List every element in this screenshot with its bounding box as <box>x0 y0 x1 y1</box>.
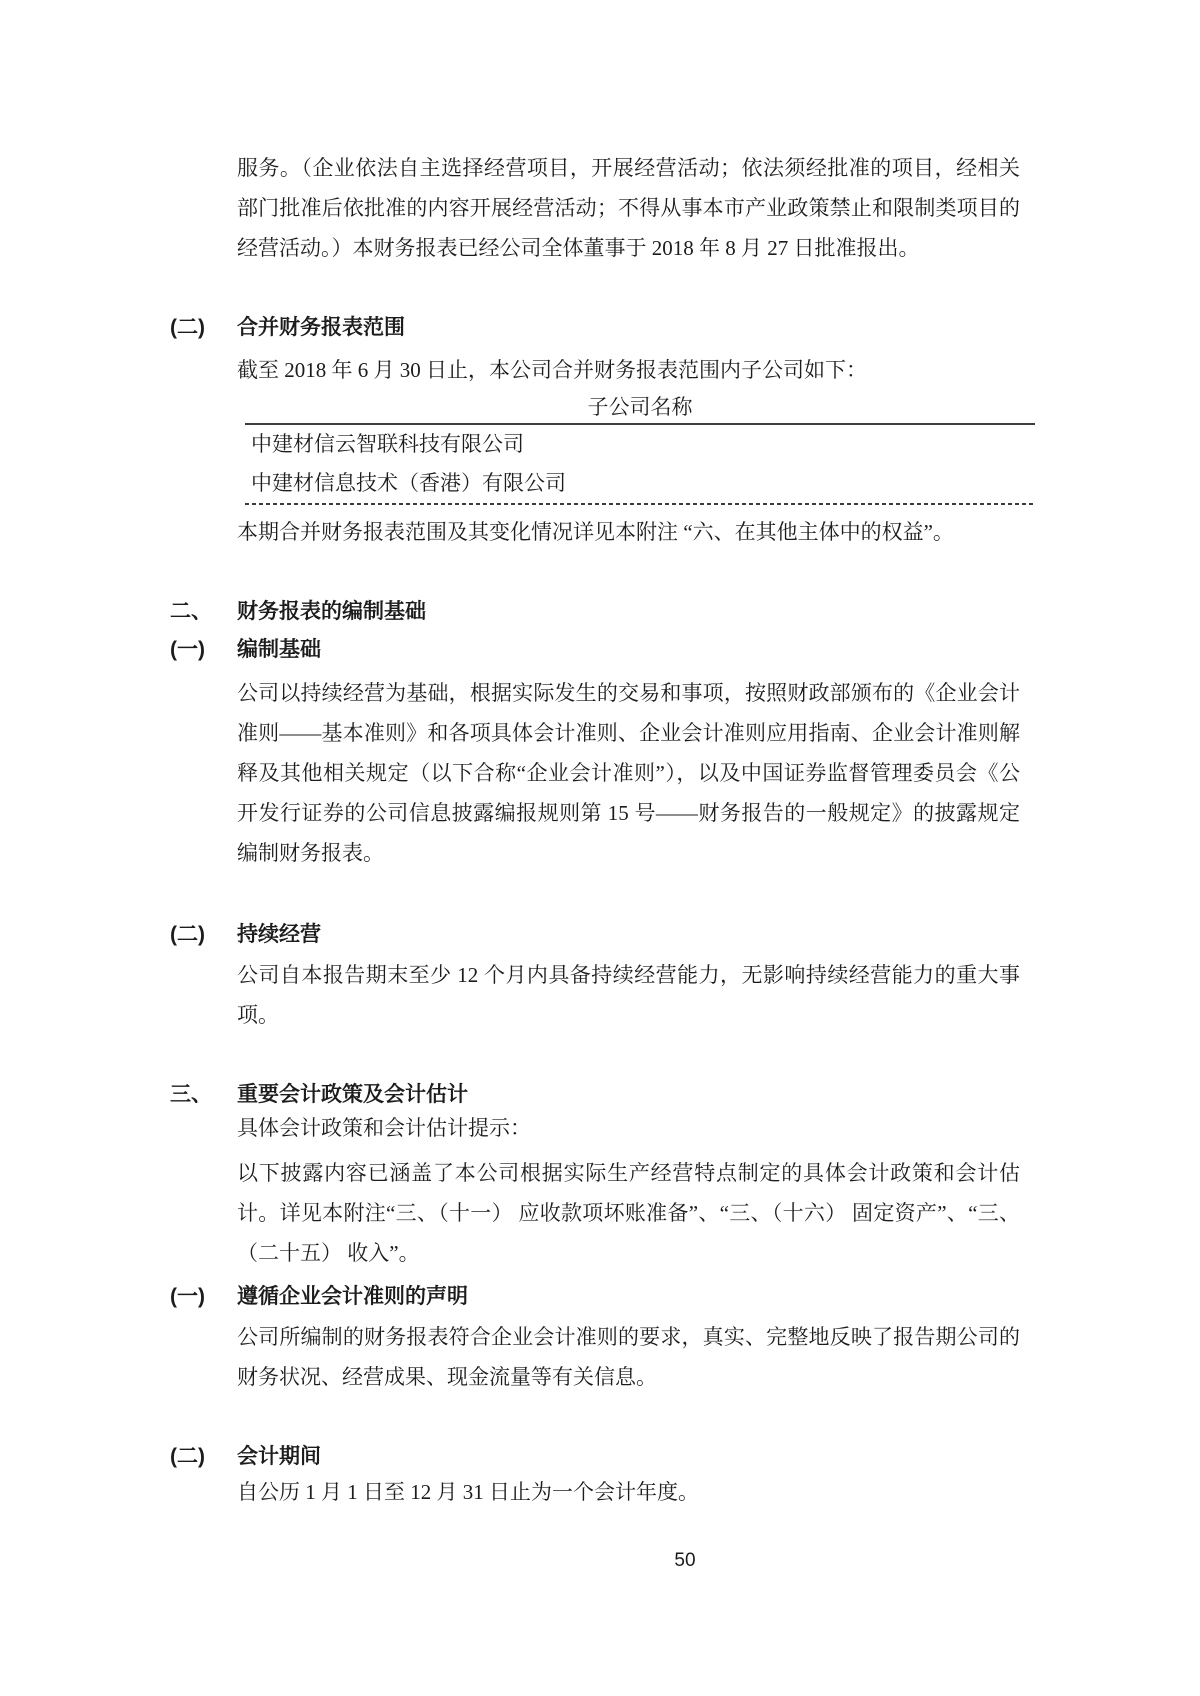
consolidation-scope-intro: 截至 2018 年 6 月 30 日止，本公司合并财务报表范围内子公司如下： <box>237 358 867 382</box>
section-title: 会计期间 <box>237 1445 321 1468</box>
table-row: 中建材信息技术（香港）有限公司 <box>251 471 566 495</box>
chapter-title: 财务报表的编制基础 <box>237 600 426 623</box>
table-header-subsidiary-name: 子公司名称 <box>245 392 1035 425</box>
chapter-label: 二、 <box>170 600 212 623</box>
section-accounting-period-heading <box>170 1442 1030 1472</box>
section-label: (一) <box>170 638 205 661</box>
going-concern-body: 公司自本报告期末至少 12 个月内具备持续经营能力，无影响持续经营能力的重大事项。 <box>237 963 1020 1027</box>
section-preparation-basis-heading <box>170 635 1030 665</box>
section-going-concern-heading <box>170 920 1030 950</box>
section-title: 遵循企业会计准则的声明 <box>237 1285 468 1308</box>
section-label: (二) <box>170 1445 205 1468</box>
table-row: 中建材信云智联科技有限公司 <box>251 432 524 456</box>
intro-paragraph: 服务。（企业依法自主选择经营项目，开展经营活动；依法须经批准的项目，经相关部门批准后依批准的内容开展经营活动；不得从事本市产业政策禁止和限制类项目的经营活动。）本财务报表已经公司全体董事于 2018 年 8 月 27 日批准报出。 <box>237 156 1020 260</box>
chapter-label: 三、 <box>170 1083 212 1106</box>
accounting-period-body: 自公历 1 月 1 日至 12 月 31 日止为一个会计年度。 <box>237 1480 699 1504</box>
accounting-policies-hint: 具体会计政策和会计估计提示： <box>237 1116 531 1140</box>
table-bottom-dashed-rule <box>245 503 1035 505</box>
section-compliance-statement-heading <box>170 1282 1030 1312</box>
section-title: 合并财务报表范围 <box>237 316 405 339</box>
preparation-basis-body: 公司以持续经营为基础，根据实际发生的交易和事项，按照财政部颁布的《企业会计准则——基本准则》和各项具体会计准则、企业会计准则应用指南、企业会计准则解释及其他相关规定（以下合称“企业会计准则”），以及中国证券监督管理委员会《公开发行证券的公司信息披露编报规则第 15 号——财务报告的一般规定》的披露规定编制财务报表。 <box>237 681 1020 865</box>
subsidiaries-table <box>245 392 1035 505</box>
compliance-statement-body: 公司所编制的财务报表符合企业会计准则的要求，真实、完整地反映了报告期公司的财务状况、经营成果、现金流量等有关信息。 <box>237 1325 1020 1389</box>
chapter-accounting-policies-heading <box>170 1080 1030 1110</box>
page-number: 50 <box>674 1550 696 1571</box>
section-title: 持续经营 <box>237 923 321 946</box>
consolidation-scope-note: 本期合并财务报表范围及其变化情况详见本附注 “六、在其他主体中的权益”。 <box>237 520 954 544</box>
section-label: (二) <box>170 923 205 946</box>
section-label: (二) <box>170 316 205 339</box>
chapter-title: 重要会计政策及会计估计 <box>237 1083 468 1106</box>
section-consolidation-scope-heading <box>170 313 1030 343</box>
accounting-policies-body: 以下披露内容已涵盖了本公司根据实际生产经营特点制定的具体会计政策和会计估计。详见本附注“三、（十一） 应收款项坏账准备”、“三、（十六） 固定资产”、“三、（二十五） 收入”。 <box>237 1161 1020 1265</box>
section-title: 编制基础 <box>237 638 321 661</box>
section-label: (一) <box>170 1285 205 1308</box>
chapter-preparation-basis-heading <box>170 597 1030 627</box>
